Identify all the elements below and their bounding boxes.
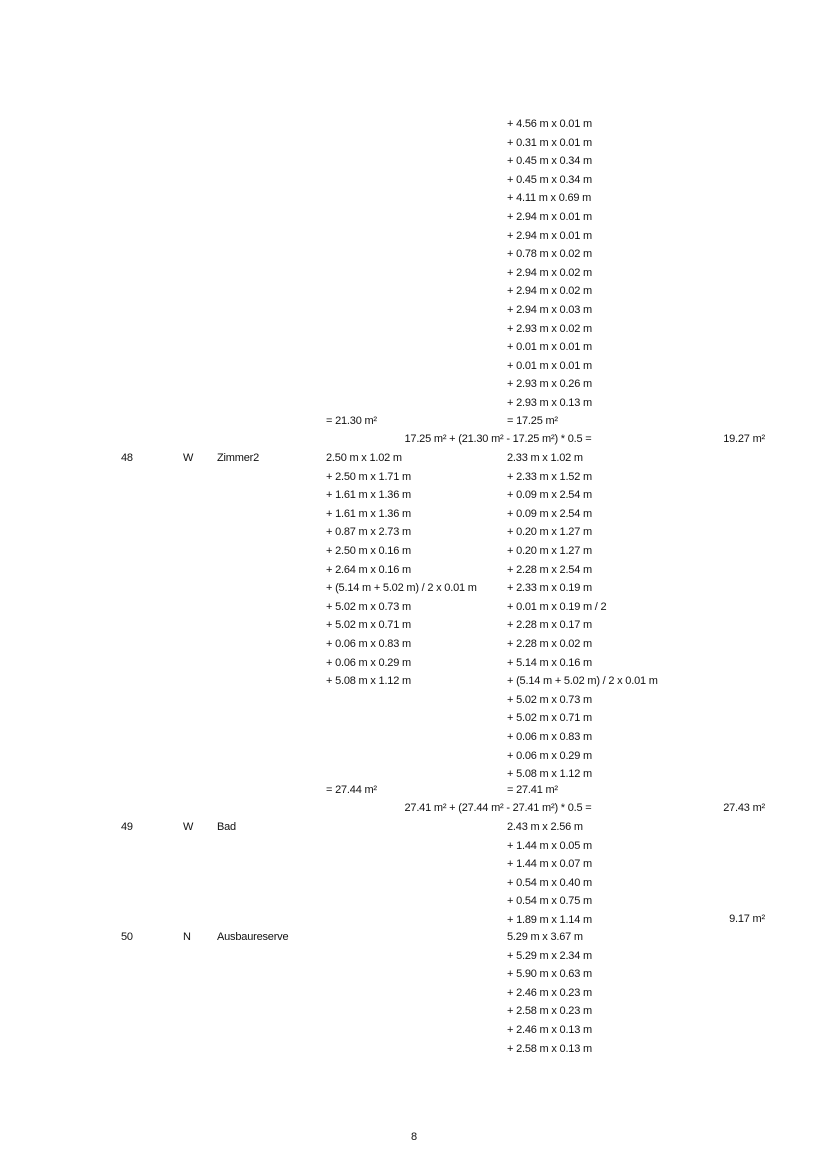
- calc-line: + 0.78 m x 0.02 m: [507, 248, 592, 261]
- room-name: Zimmer2: [217, 452, 259, 464]
- room-name: Bad: [217, 821, 236, 833]
- calc-line: 2.33 m x 1.02 m: [507, 452, 583, 464]
- calc-line: + 5.02 m x 0.73 m: [507, 693, 592, 706]
- calc-line: 5.29 m x 3.67 m: [507, 931, 583, 943]
- calc-line: + 2.33 m x 0.19 m: [507, 582, 592, 595]
- calc-line: + 2.28 m x 2.54 m: [507, 563, 592, 576]
- calc-line: + 0.06 m x 0.29 m: [326, 656, 411, 669]
- calc-line: + 2.58 m x 0.13 m: [507, 1042, 592, 1055]
- calc-line: + 4.56 m x 0.01 m: [507, 118, 592, 130]
- room-number: 48: [121, 452, 133, 464]
- calc-line: + 2.46 m x 0.23 m: [507, 986, 592, 999]
- calc-line: + (5.14 m + 5.02 m) / 2 x 0.01 m: [507, 675, 658, 688]
- calc-line: + 0.54 m x 0.75 m: [507, 895, 592, 908]
- calc-line: + 0.09 m x 2.54 m: [507, 489, 592, 502]
- calc-line: + 0.01 m x 0.01 m: [507, 359, 592, 372]
- calc-line: + 2.94 m x 0.01 m: [507, 211, 592, 223]
- calc-line: + 2.64 m x 0.16 m: [326, 563, 411, 576]
- calc-line: + 2.50 m x 1.71 m: [326, 470, 411, 483]
- room-number: 49: [121, 821, 133, 833]
- calc-line: + 0.45 m x 0.34 m: [507, 173, 592, 186]
- calc-line: + 4.11 m x 0.69 m: [507, 192, 592, 205]
- calc-line: + 0.06 m x 0.29 m: [507, 749, 592, 762]
- page-number: 8: [411, 1131, 417, 1143]
- calc-line: + 2.93 m x 0.26 m: [507, 378, 592, 391]
- calc-line: + 2.94 m x 0.03 m: [507, 304, 592, 316]
- calc-line: 2.50 m x 1.02 m: [326, 452, 402, 464]
- sum-right: = 17.25 m²: [507, 415, 558, 427]
- calc-line: + 0.01 m x 0.19 m / 2: [507, 600, 607, 613]
- area-result: 9.17 m²: [729, 913, 765, 925]
- area-result: 27.43 m²: [723, 802, 765, 814]
- calc-line: + 0.06 m x 0.83 m: [326, 638, 411, 650]
- calc-line: + 2.94 m x 0.02 m: [507, 266, 592, 279]
- calc-line: + (5.14 m + 5.02 m) / 2 x 0.01 m: [326, 582, 477, 595]
- room-code: W: [183, 821, 194, 833]
- calc-line: + 1.61 m x 1.36 m: [326, 489, 411, 502]
- calc-line: + 2.46 m x 0.13 m: [507, 1024, 592, 1036]
- calc-line: + 0.87 m x 2.73 m: [326, 526, 411, 539]
- calc-line: + 0.20 m x 1.27 m: [507, 545, 592, 557]
- calc-line: + 5.02 m x 0.73 m: [326, 600, 411, 613]
- calc-line: + 2.58 m x 0.23 m: [507, 1005, 592, 1018]
- calc-line: + 0.20 m x 1.27 m: [507, 526, 592, 539]
- calc-line: + 5.29 m x 2.34 m: [507, 949, 592, 962]
- calc-line: + 5.02 m x 0.71 m: [326, 619, 411, 632]
- calc-line: + 2.28 m x 0.17 m: [507, 619, 592, 632]
- calc-line: + 0.31 m x 0.01 m: [507, 136, 592, 149]
- room-code: N: [183, 931, 191, 943]
- sum-left: = 21.30 m²: [326, 415, 377, 427]
- calc-line: + 2.94 m x 0.02 m: [507, 285, 592, 298]
- calc-line: + 1.44 m x 0.05 m: [507, 839, 592, 852]
- calc-line: + 5.02 m x 0.71 m: [507, 712, 592, 725]
- room-name: Ausbaureserve: [217, 931, 289, 943]
- sum-right: = 27.41 m²: [507, 784, 558, 796]
- calc-line: + 0.45 m x 0.34 m: [507, 155, 592, 168]
- calc-line: + 1.44 m x 0.07 m: [507, 858, 592, 871]
- calc-line: + 5.08 m x 1.12 m: [507, 768, 592, 781]
- sum-left: = 27.44 m²: [326, 784, 377, 796]
- formula: 27.41 m² + (27.44 m² - 27.41 m²) * 0.5 =: [404, 802, 592, 814]
- calc-line: + 0.09 m x 2.54 m: [507, 507, 592, 520]
- room-code: W: [183, 452, 194, 464]
- calc-line: + 0.54 m x 0.40 m: [507, 876, 592, 889]
- calc-line: + 2.28 m x 0.02 m: [507, 638, 592, 650]
- calc-line: + 2.93 m x 0.02 m: [507, 322, 592, 335]
- calc-line: + 5.14 m x 0.16 m: [507, 656, 592, 669]
- calc-line: + 5.08 m x 1.12 m: [326, 675, 411, 688]
- calc-line: + 5.90 m x 0.63 m: [507, 968, 592, 981]
- formula: 17.25 m² + (21.30 m² - 17.25 m²) * 0.5 =: [404, 433, 592, 445]
- calc-line: + 1.61 m x 1.36 m: [326, 507, 411, 520]
- room-number: 50: [121, 931, 133, 943]
- calc-line: + 0.01 m x 0.01 m: [507, 341, 592, 354]
- calc-line: + 2.33 m x 1.52 m: [507, 470, 592, 483]
- area-result: 19.27 m²: [723, 433, 765, 445]
- calc-line: + 1.89 m x 1.14 m: [507, 914, 592, 926]
- calc-line: + 2.50 m x 0.16 m: [326, 545, 411, 557]
- calc-line: + 2.94 m x 0.01 m: [507, 229, 592, 242]
- calc-line: + 0.06 m x 0.83 m: [507, 731, 592, 743]
- calc-line: + 2.93 m x 0.13 m: [507, 397, 592, 409]
- calc-line: 2.43 m x 2.56 m: [507, 821, 583, 833]
